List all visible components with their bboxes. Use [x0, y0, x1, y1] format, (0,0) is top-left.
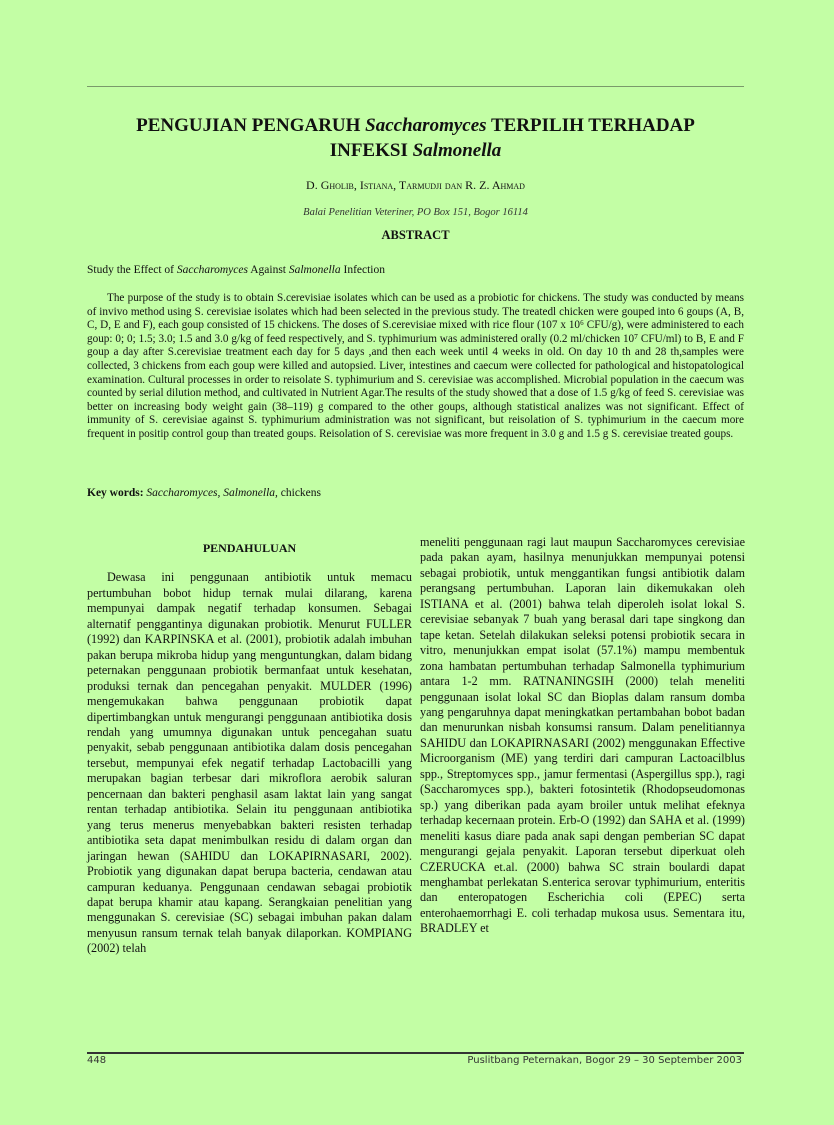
english-title — [87, 264, 744, 276]
title-text: PENGUJIAN PENGARUH — [136, 115, 366, 136]
english-title-text: Study the Effect of — [87, 264, 177, 276]
english-title-italic: Salmonella — [288, 264, 341, 276]
english-title-text: Infection — [340, 264, 385, 276]
abstract-heading: ABSTRACT — [381, 228, 450, 242]
left-column-text: Dewasa ini penggunaan antibiotik untuk memacu pertumbuhan bobot hidup ternak mulai dilarang, karena mempunyai dampak negatif terhadap konsumen. Sebagai alternatif penggantinya digunakan probiotik. Menurut FULLER (1992) dan KARPINSKA et al. (2001), probiotik adalah imbuhan pakan berupa mikroba hidup yang menguntungkan, dalam bidang peternakan penggunaan probiotik bermanfaat untuk kesehatan, produksi ternak dan pencegahan penyakit. MULDER (1996) mengemukakan bahwa penggunaan probiotik dapat dipertimbangkan untuk mengurangi penggunaan antibiotika dosis rendah yang umumnya digunakan untuk pencegahan suatu penyakit, sebab penggunaan antibiotika dalam dosis pencegahan tersebut, mempunyai efek negatif terhadap Lactobacilli yang merupakan bagian terbesar dari mikroflora aerobik saluran pencernaan dan bakteri penghasil asam laktat lain yang sangat rentan terhadap antibiotika. Selain itu penggunaan antibiotika yang terus menerus menyebabkan bakteri resisten terhadap antibiotika seta dapat menimbulkan residu di dalam organ dan jaringan hewan (SAHIDU dan LOKAPIRNASARI, 2002). Probiotik yang digunakan dapat berupa bacteria, cendawan atau campuran keduanya. Penggunaan cendawan sebagai probiotik dapat berupa khamir atau kapang. Serangkaian penelitian yang menggunakan S. cerevisiae (SC) sebagai imbuhan pakan dalam menyusun ransum ternak telah banyak dilaporkan. KOMPIANG (2002) telah — [87, 570, 412, 956]
paper-title — [87, 113, 744, 163]
right-column-text: meneliti penggunaan ragi laut maupun Saccharomyces cerevisiae pada pakan ayam, hasilnya menunjukkan mempunyai potensi sebagai probiotik, untuk menggantikan fungsi antibiotik dalam perangsang pertumbuhan. Laporan lain dikemukakan oleh ISTIANA et al. (2001) bahwa telah diperoleh isolat lokal S. cerevisiae sebanyak 7 buah yang berasal dari tape singkong dan tape ketan. Setelah dilakukan seleksi potensi probiotik secara in vitro, menunjukkan empat isolat (57.1%) mampu membentuk zona hambatan pertumbuhan terhadap Salmonella typhimurium antara 1-2 mm. RATNANINGSIH (2000) telah meneliti penggunaan isolat lokal SC dan Bioplas dalam ransum domba yang pengaruhnya dapat meningkatkan pertambahan bobot badan dan menurunkan nisbah konsumsi ransum. Dalam penelitiannya SAHIDU dan LOKAPIRNASARI (2002) menggunakan Effective Microorganism (ME) yang terdiri dari campuran Lactoacilblus spp., Streptomyces spp., jamur fermentasi (Aspergillus spp.), ragi (Saccharomyces spp.), bakteri fotosintetik (Rhodopseudomonas sp.) yang diberikan pada ayam broiler untuk melihat efeknya terhadap kecernaan protein. Erb-O (1992) dan SAHA et al. (1999) meneliti kasus diare pada anak sapi dengan pemberian SC dapat mengurangi gejala penyakit. Laporan tersebut diperkuat oleh CZERUCKA et.al. (2000) bahwa SC strain boulardi dapat menghambat perlekatan S.enterica serovar typhimurium, enteritis dan enteropatogen Escherichia coli (EPEC) serta enterohaemorrhagi E. coli terhadap mukosa usus. Sementara itu, BRADLEY et — [420, 535, 745, 936]
title-italic: Salmonella — [412, 140, 502, 161]
keywords-italic: Saccharomyces, Salmonella, — [146, 487, 278, 499]
keywords-label: Key words: — [87, 487, 147, 499]
authors: D. Gholib, Istiana, Tarmudji dan R. Z. Ahmad — [306, 178, 525, 192]
english-title-italic: Saccharomyces — [176, 264, 248, 276]
title-italic: Saccharomyces — [365, 115, 487, 136]
proceedings-info: Puslitbang Peternakan, Bogor 29 – 30 September 2003 — [467, 1055, 742, 1066]
section-heading: PENDAHULUAN — [202, 541, 297, 555]
left-column — [87, 535, 412, 957]
title-text: TERPILIH TERHADAP — [486, 115, 695, 136]
footer-rule — [87, 1052, 744, 1054]
keywords — [87, 487, 744, 499]
right-column — [420, 535, 745, 937]
top-rule — [87, 86, 744, 87]
title-text: INFEKSI — [329, 140, 413, 161]
abstract-body: The purpose of the study is to obtain S.cerevisiae isolates which can be used as a probiotic for chickens. The study was conducted by means of invivo method using S. cerevisiae isolates which had been selected in the previous study. The treatedl chicken were gouped into 6 goups (A, B, C, D, E and F), each goup consisted of 15 chickens. The doses of S.cerevisiae mixed with rice flour (107 x 10⁶ CFU/g), were administered to each goup: 0; 0; 1.5; 3.0; 1.5 and 3.0 g/kg of feed respectively, and S. typhimurium was administered orally (0.2 ml/chicken 10⁷ CFU/ml) to B, E and F goup a day after S.cerevisiae treatment each day for 5 days ,and then each week until 4 weeks in old. On day 10 th and 28 th,samples were collected, 3 chickens from each goup were killed and autopsied. Liver, intestines and caecum were collected for pathological and histopatological examination. Cultural processes in order to reisolate S. typhimurium and S. cerevisiae was accomplished. Microbial population in the caecum was counted by serial dilution method, and cultivated in Nutrient Agar.The results of the study showed that a dose of 1.5 g/kg of feed S. cerevisiae was better on increasing body weight gain (38–119) g compared to the other goups, although statistical analizes was not significant. Effect of immunity of S. cerevisiae against S. typhimurium administration was not significant, but reisolation of S. typhimurium in the caecum more frequent in positip control goup than treated goups. Reisolation of S. cerevisiae was more frequent in 3.0 g and 1.5 g S. cerevisiae treated goups. — [87, 292, 744, 440]
affiliation: Balai Penelitian Veteriner, PO Box 151, Bogor 16114 — [303, 207, 528, 218]
page-number: 448 — [87, 1055, 107, 1066]
keywords-text: chickens — [277, 487, 322, 499]
english-title-text: Against — [247, 264, 289, 276]
